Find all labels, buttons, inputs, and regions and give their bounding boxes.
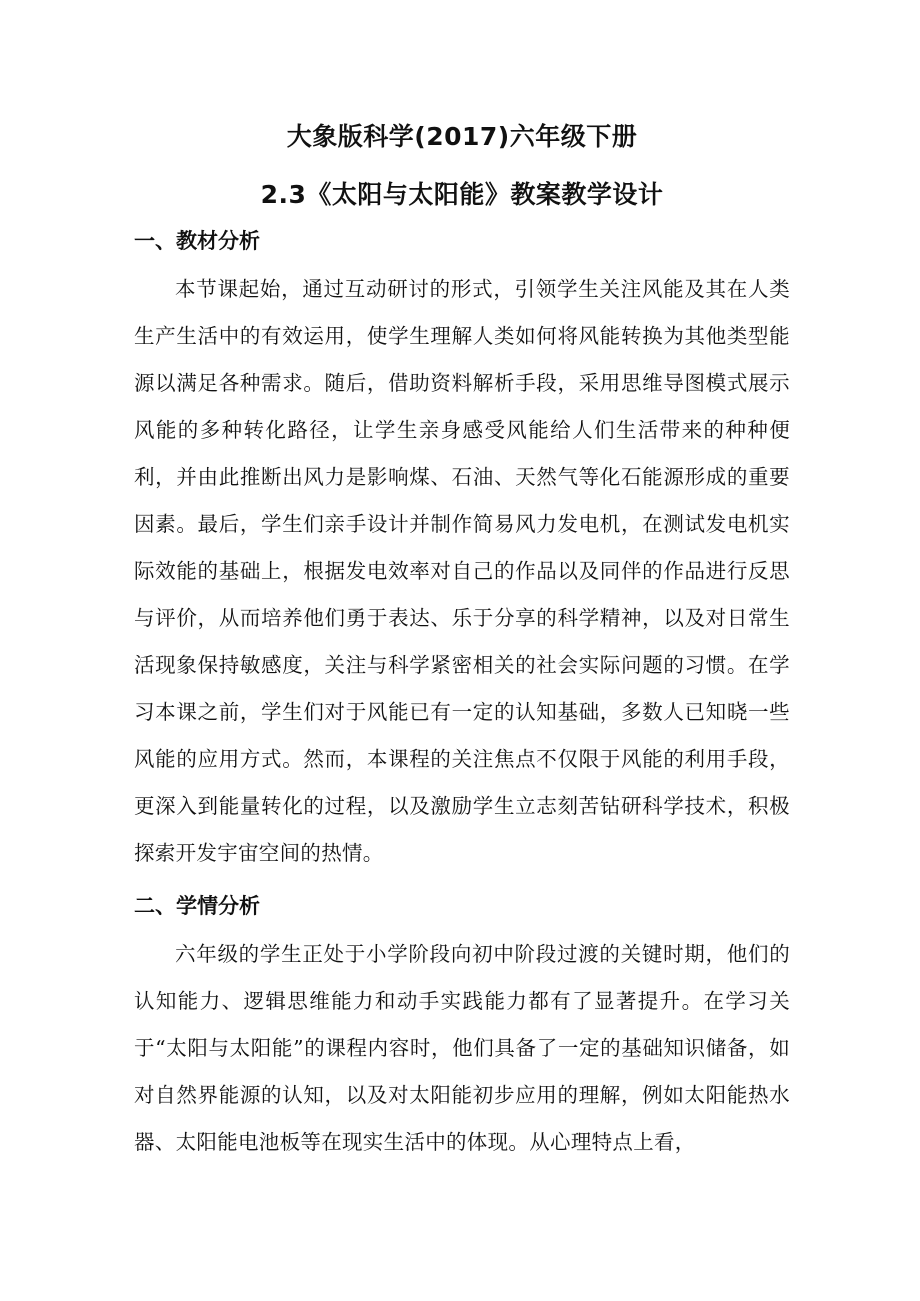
section-heading-student-analysis: 二、学情分析	[134, 894, 260, 918]
section-paragraph-student-analysis: 六年级的学生正处于小学阶段向初中阶段过渡的关键时期，他们的认知能力、逻辑思维能力和动手实践能力都有了显著提升。在学习关于“太阳与太阳能”的课程内容时，他们具备了一定的基础知识储备，如对自然界能源的认知，以及对太阳能初步应用的理解，例如太阳能热水器、太阳能电池板等在现实生活中的体现。从心理特点上看，	[134, 942, 790, 1154]
section-paragraph-textbook-analysis: 本节课起始，通过互动研讨的形式，引领学生关注风能及其在人类生产生活中的有效运用，使学生理解人类如何将风能转换为其他类型能源以满足各种需求。随后，借助资料解析手段，采用思维导图模式展示风能的多种转化路径，让学生亲身感受风能给人们生活带来的种种便利，并由此推断出风力是影响煤、石油、天然气等化石能源形成的重要因素。最后，学生们亲手设计并制作简易风力发电机，在测试发电机实际效能的基础上，根据发电效率对自己的作品以及同伴的作品进行反思与评价，从而培养他们勇于表达、乐于分享的科学精神，以及对日常生活现象保持敏感度，关注与科学紧密相关的社会实际问题的习惯。在学习本课之前，学生们对于风能已有一定的认知基础，多数人已知晓一些风能的应用方式。然而，本课程的关注焦点不仅限于风能的利用手段，更深入到能量转化的过程，以及激励学生立志刻苦钻研科学技术，积极探索开发宇宙空间的热情。	[134, 277, 790, 865]
document-title-line2: 2.3《太阳与太阳能》教案教学设计	[260, 180, 664, 209]
section-heading-textbook-analysis: 一、教材分析	[134, 229, 260, 253]
document-title-line1: 大象版科学(2017)六年级下册	[286, 122, 638, 151]
